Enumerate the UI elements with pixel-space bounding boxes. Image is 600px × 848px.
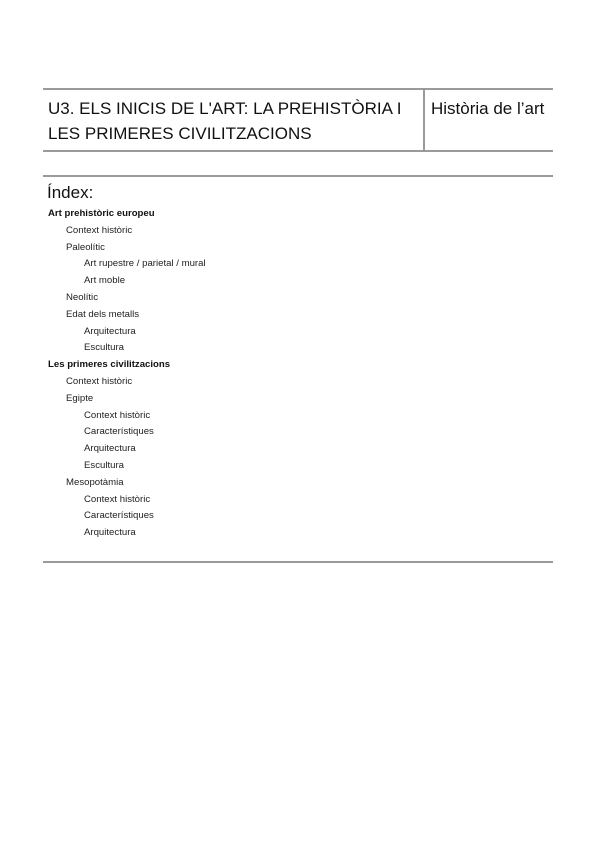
toc-item: Escultura xyxy=(84,342,124,354)
toc-item: Context històric xyxy=(66,224,133,236)
toc-item: Mesopotàmia xyxy=(66,476,124,488)
toc-item: Context històric xyxy=(84,493,151,505)
toc-item: Característiques xyxy=(84,426,154,438)
index-bottom-divider xyxy=(43,561,553,563)
unit-title: U3. ELS INICIS DE L'ART: LA PREHISTÒRIA I LES PRIMERES CIVILITZACIONS xyxy=(43,90,425,150)
table-of-contents xyxy=(0,206,600,542)
toc-item: Les primeres civilitzacions xyxy=(48,359,171,371)
toc-item: Neolític xyxy=(66,291,98,303)
toc-item: Escultura xyxy=(84,459,124,471)
toc-item: Edat dels metalls xyxy=(66,308,140,320)
toc-item: Arquitectura xyxy=(84,527,136,539)
subject-title: Història de l’art xyxy=(431,99,545,118)
toc-item: Egipte xyxy=(66,392,94,404)
toc-item: Arquitectura xyxy=(84,443,136,455)
toc-item: Art moble xyxy=(84,275,126,287)
index-heading: Índex: xyxy=(47,183,94,202)
toc-item: Art rupestre / parietal / mural xyxy=(84,258,206,270)
document-header xyxy=(43,88,553,152)
toc-item: Art prehistòric europeu xyxy=(48,208,155,219)
toc-item: Context històric xyxy=(84,409,151,421)
toc-item: Context històric xyxy=(66,375,133,387)
index-top-divider xyxy=(43,175,553,177)
toc-item: Característiques xyxy=(84,510,154,522)
toc-item: Paleolític xyxy=(66,241,105,253)
toc-item: Arquitectura xyxy=(84,325,136,337)
